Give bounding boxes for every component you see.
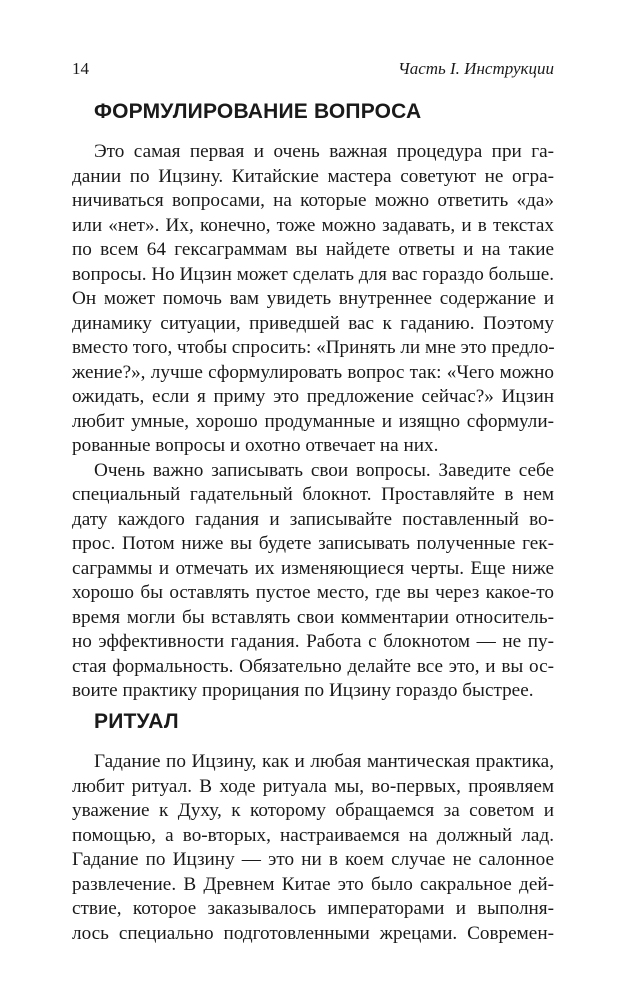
text-line: любит ритуал. В ходе ритуала мы, во-первых, проявляем [72, 775, 554, 797]
text-line: вопросы. Но Ицзин может сделать для вас гораздо больше. [72, 263, 555, 285]
text-line: вместо того, чтобы спросить: «Принять ли мне это предло- [72, 337, 555, 358]
text-line: любит умные, хорошо продуманные и изящно сформули- [72, 410, 554, 432]
text-line: динамику ситуации, приведшей вас к гаданию. Поэтому [72, 312, 554, 334]
text-line: Гадание по Ицзину, как и любая мантическая практика, [94, 751, 554, 772]
text-line: воите практику прорицания по Ицзину гораздо быстрее. [72, 680, 534, 701]
text-line: рованные вопросы и охотно отвечает на них. [72, 435, 439, 456]
text-line: стая формальность. Обязательно делайте все это, и вы ос- [72, 655, 554, 677]
text-line: но эффективности гадания. Работа с блокнотом — не пу- [72, 631, 554, 652]
text-line: Он может помочь вам увидеть внутреннее содержание и [72, 288, 554, 309]
section-heading-question: ФОРМУЛИРОВАНИЕ ВОПРОСА [94, 100, 422, 123]
text-line: помощью, а во-вторых, настраиваемся на должный лад. [72, 824, 554, 846]
running-title: Часть I. Инструкции [398, 59, 554, 78]
text-line: ствие, которое заказывалось императорами и выполня- [72, 898, 554, 919]
section-heading-ritual: РИТУАЛ [94, 710, 179, 733]
text-line: ожидать, если я приму это предложение сейчас?» Ицзин [72, 386, 554, 407]
text-line: развлечение. В Древнем Китае это было сакральное дей- [72, 873, 554, 895]
text-line: Очень важно записывать свои вопросы. Заведите себе [94, 459, 554, 481]
text-line: время могли бы вставлять свои комментарии относитель- [72, 606, 554, 628]
text-line: ничиваться вопросами, на которые можно ответить «да» [72, 190, 554, 211]
text-line: хорошо бы оставлять пустое место, где вы через какое-то [72, 582, 554, 603]
text-line: прос. Потом ниже вы будете записывать полученные гек- [72, 533, 554, 554]
text-line: специальный гадательный блокнот. Проставляйте в нем [72, 484, 554, 505]
text-line: лось специально подготовленными жрецами. Современ- [72, 922, 554, 944]
section-body-ritual [72, 750, 554, 946]
text-line: уважение к Духу, к которому обращаемся за советом и [72, 800, 554, 821]
section-body-question [72, 140, 554, 704]
text-line: Гадание по Ицзину — это ни в коем случае не салонное [72, 849, 554, 870]
text-line: или «нет». Их, конечно, тоже можно задавать, и в текстах [72, 214, 554, 236]
page-number: 14 [72, 59, 89, 78]
text-line: дании по Ицзину. Китайские мастера советуют не огра- [72, 165, 554, 187]
text-line: дату каждого гадания и записывайте поставленный во- [72, 508, 554, 530]
text-line: саграммы и отмечать их изменяющиеся черты. Еще ниже [72, 557, 554, 579]
text-line: Это самая первая и очень важная процедура при га- [94, 141, 554, 162]
text-line: жение?», лучше сформулировать вопрос так: «Чего можно [72, 361, 554, 383]
text-line: по всем 64 гексаграммам вы найдете ответы и на такие [72, 239, 554, 260]
